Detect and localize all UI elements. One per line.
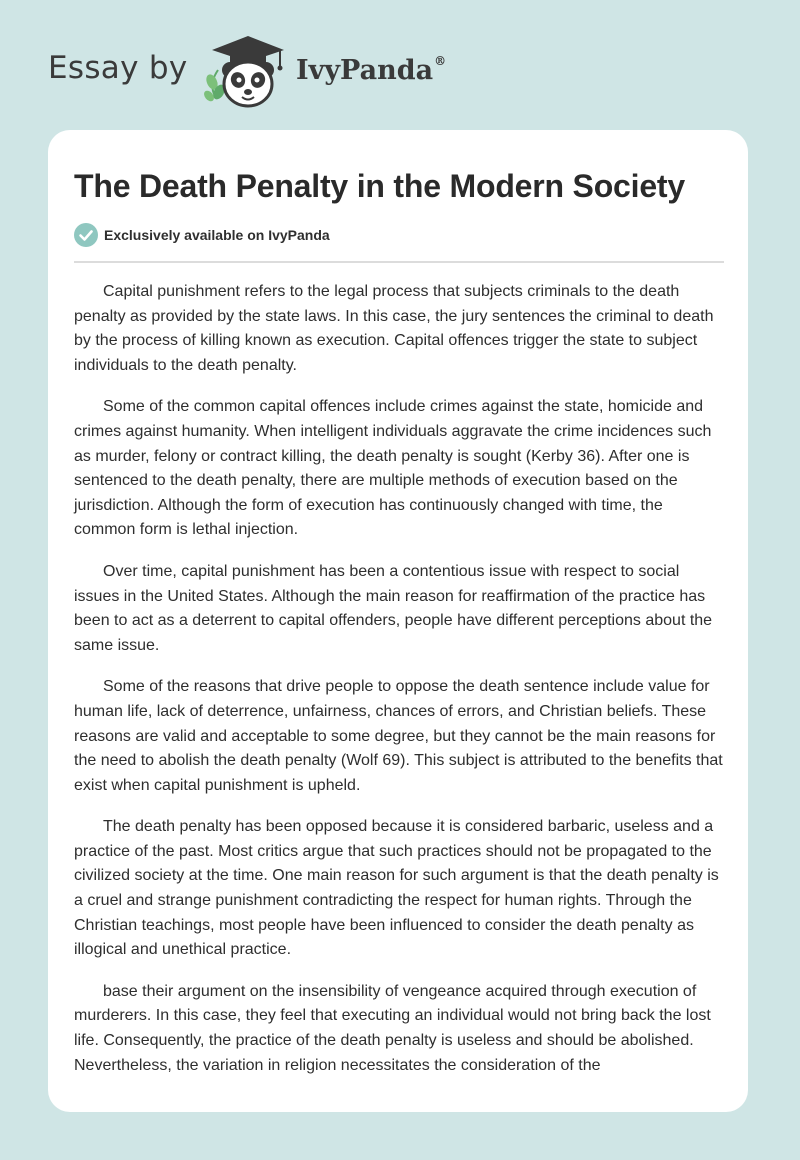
paragraph: base their argument on the insensibility of vengeance acquired through execution of murderers. In this case, they feel that executing an individual would not bring back the lost life. Consequently, the practice of the death penalty is useless and should be abolished. Nevertheless, the variation in religion necessitates the consideration of the xyxy=(74,982,711,1074)
paragraph: Some of the reasons that drive people to oppose the death sentence include value for human life, lack of deterrence, unfairness, chances of errors, and Christian beliefs. These reasons are valid and acceptable to some degree, but they cannot be the main reasons for the need to abolish the death penalty (Wolf 69). This subject is attributed to the benefits that exist when capital punishment is upheld. xyxy=(74,678,723,794)
paragraph: The death penalty has been opposed because it is considered barbaric, useless and a practice of the past. Most critics argue that such practices should not be propagated to the civilized society at the time. One main reason for such argument is that the death penalty is a cruel and strange punishment contradicting the respect for human rights. Through the Christian teachings, most people have been influenced to consider the death penalty as illogical and unethical practice. xyxy=(74,818,719,959)
essay-card xyxy=(48,130,748,1112)
exclusive-badge xyxy=(74,222,330,248)
ivypanda-logo-icon[interactable] xyxy=(200,34,292,110)
brand-name: IvyPanda xyxy=(296,55,434,86)
ivypanda-wordmark[interactable] xyxy=(296,54,446,86)
exclusive-badge-label: Exclusively available on IvyPanda xyxy=(104,227,330,243)
check-circle-icon xyxy=(74,223,98,247)
paragraph: Some of the common capital offences include crimes against the state, homicide and crimes against humanity. When intelligent individuals aggravate the crime incidences such as murder, felony or contract killing, the death penalty is sought (Kerby 36). After one is sentenced to the death penalty, there are multiple methods of execution based on the jurisdiction. Although the form of execution has continuously changed with time, the common form is lethal injection. xyxy=(74,398,712,539)
registered-mark: ® xyxy=(434,54,447,68)
divider xyxy=(74,261,724,263)
page-title: The Death Penalty in the Modern Society xyxy=(74,168,685,204)
essay-by-label: Essay by xyxy=(48,50,188,86)
site-header xyxy=(0,0,800,130)
paragraph: Over time, capital punishment has been a contentious issue with respect to social issues in the United States. Although the main reason for reaffirmation of the practice has been to act as a deterrent to capital offenders, people have different perceptions about the same issue. xyxy=(74,562,713,654)
essay-body xyxy=(74,280,726,1095)
paragraph: Capital punishment refers to the legal process that subjects criminals to the death penalty as provided by the state laws. In this case, the jury sentences the criminal to death by the process of killing known as execution. Capital offences trigger the state to subject individuals to the death penalty. xyxy=(74,283,714,374)
